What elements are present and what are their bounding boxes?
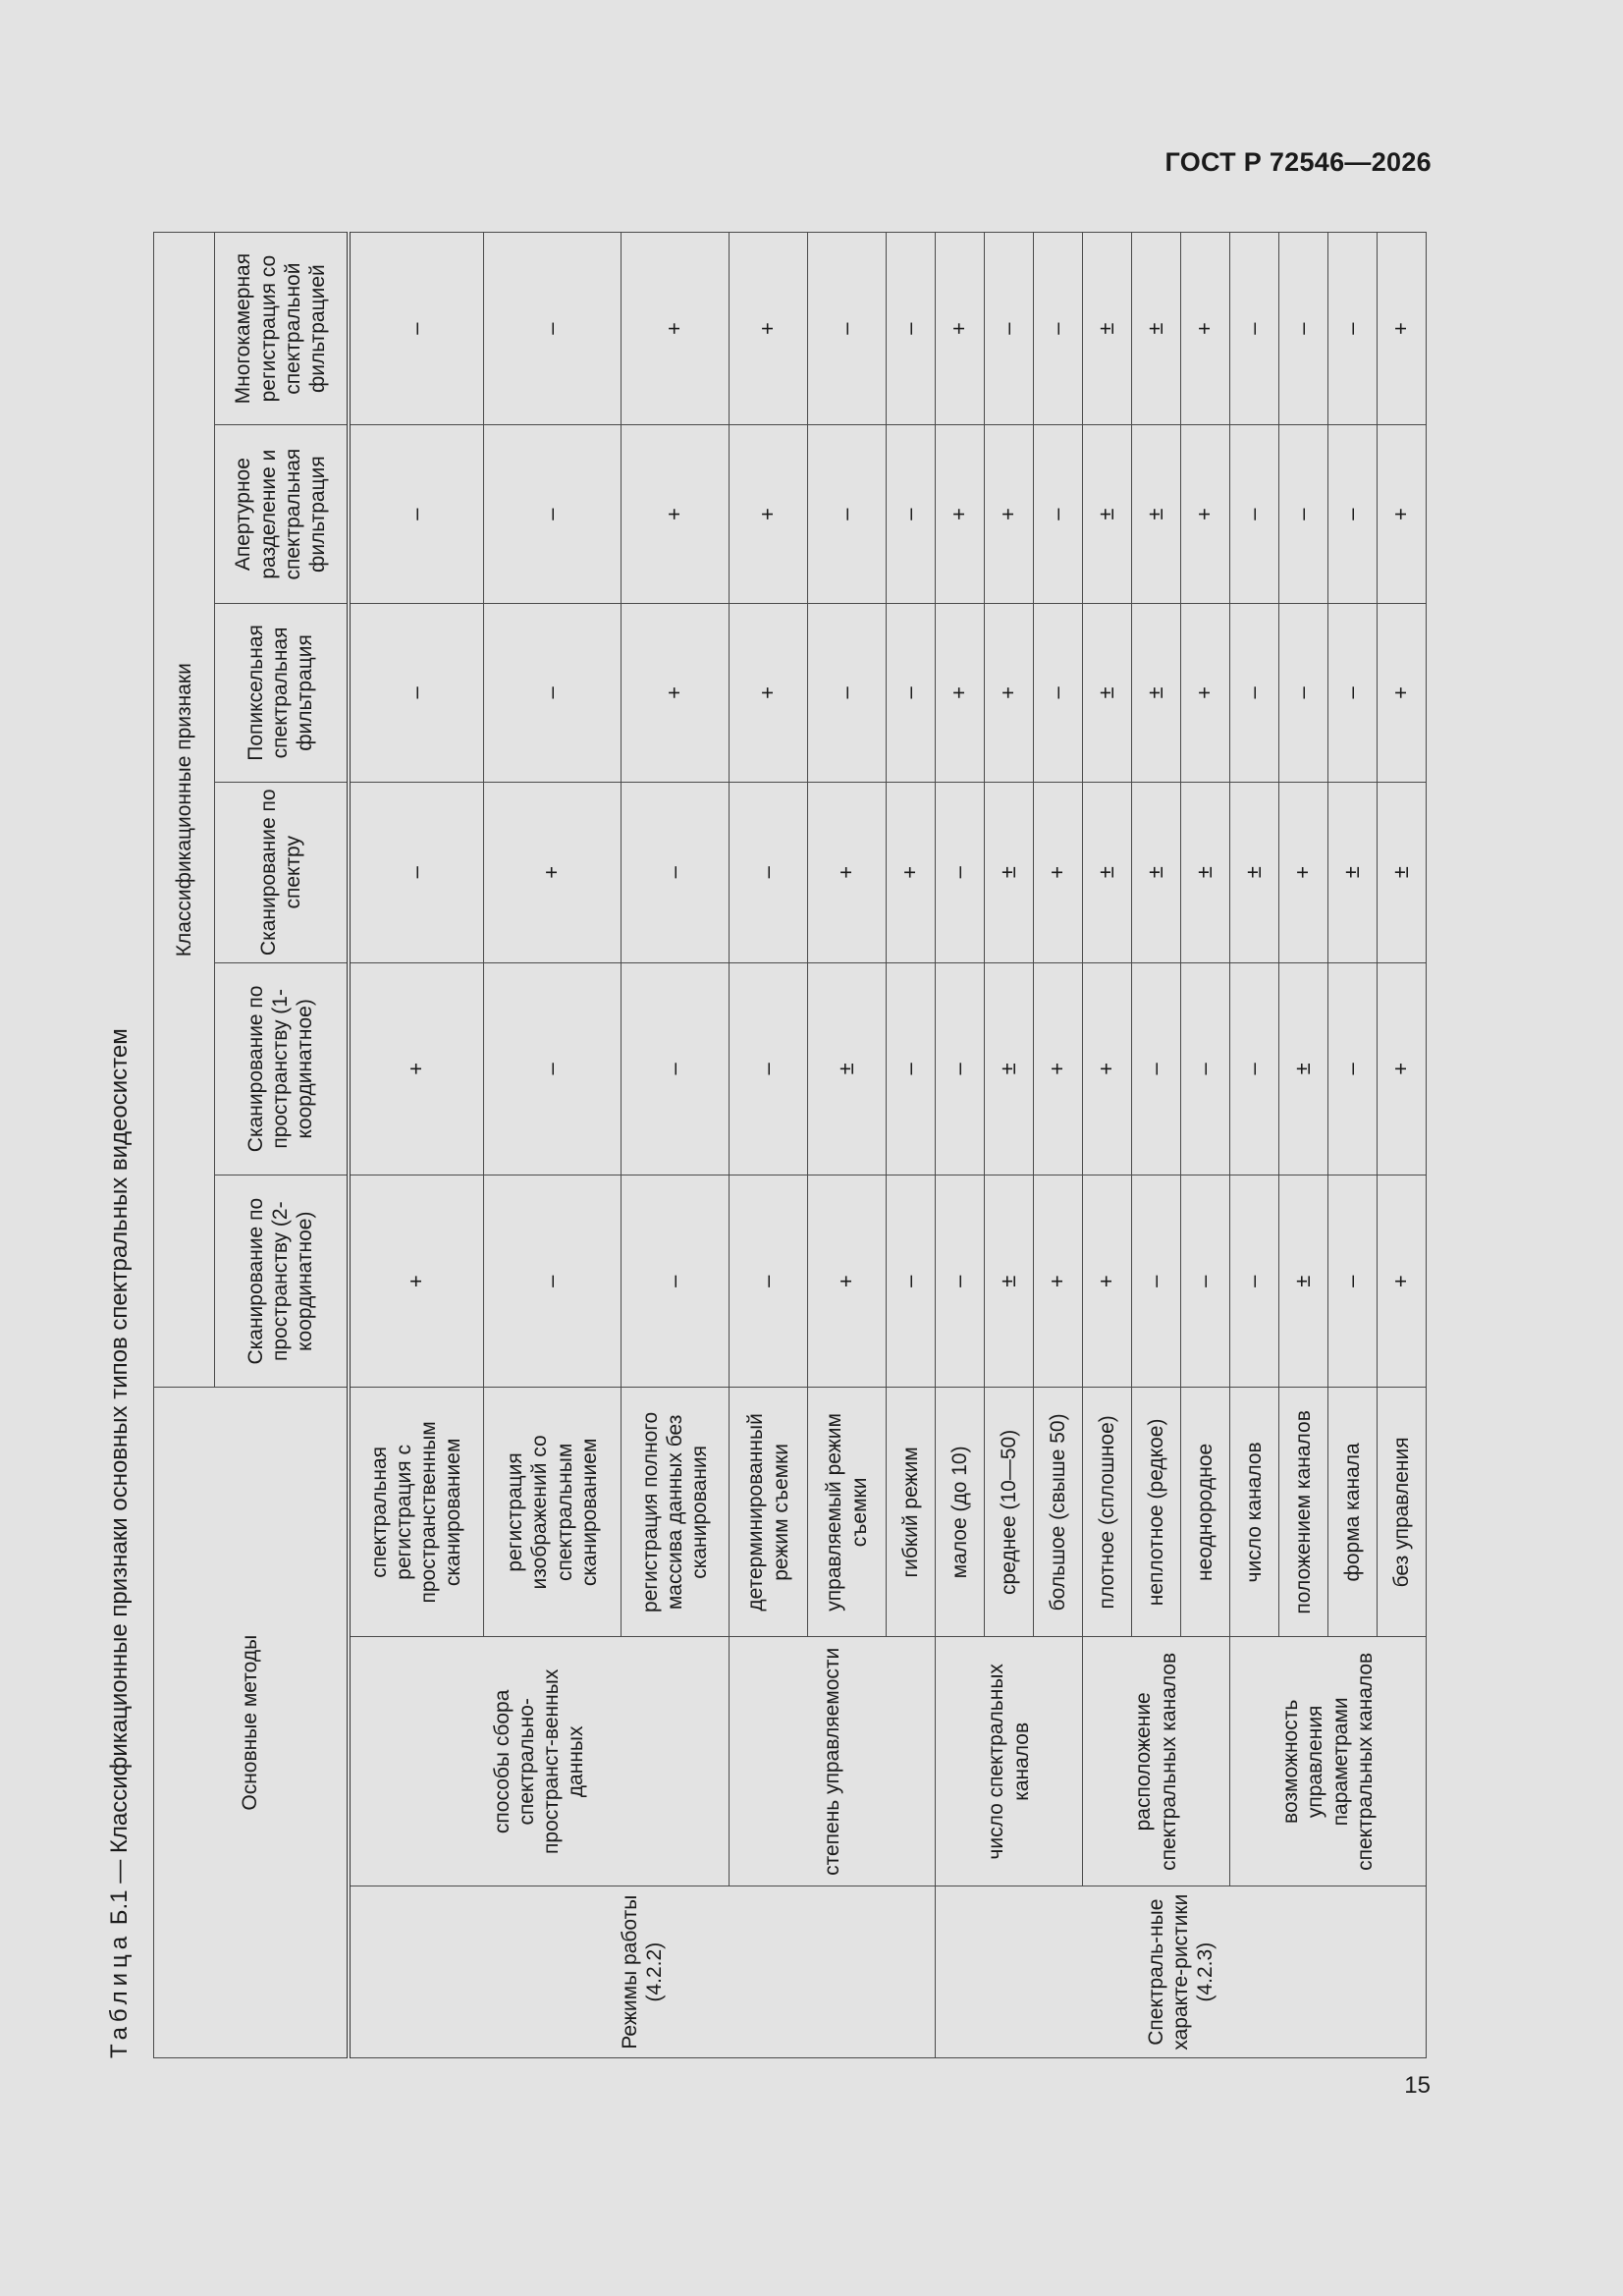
row-label: среднее (10—50) (985, 1388, 1034, 1637)
cell-value: – (484, 1175, 622, 1388)
cell-value: + (1083, 962, 1132, 1175)
cell-value: – (730, 782, 808, 962)
table-caption-prefix: Таблица (106, 1931, 133, 2058)
cell-value: + (985, 604, 1034, 783)
cell-value: ± (1132, 604, 1181, 783)
cell-value: ± (1132, 233, 1181, 425)
subgroup-label: число спектральных каналов (936, 1637, 1083, 1886)
cell-value: + (1378, 962, 1427, 1175)
cell-value: – (730, 962, 808, 1175)
cell-value: – (1230, 233, 1279, 425)
header-main-methods: Основные методы (154, 1388, 349, 2058)
cell-value: + (808, 1175, 887, 1388)
table-row (349, 233, 484, 2058)
row-label: неоднородное (1181, 1388, 1230, 1637)
cell-value: ± (1083, 604, 1132, 783)
cell-value: – (1230, 1175, 1279, 1388)
cell-value: + (484, 782, 622, 962)
cell-value: – (1034, 425, 1083, 604)
cell-value: – (887, 962, 936, 1175)
row-label: число каналов (1230, 1388, 1279, 1637)
page-number: 15 (1404, 2072, 1431, 2099)
cell-value: ± (1328, 782, 1378, 962)
cell-value: ± (1132, 425, 1181, 604)
cell-value: ± (1181, 782, 1230, 962)
cell-value: – (1132, 962, 1181, 1175)
header-classification-group: Классификационные признаки (154, 233, 215, 1388)
cell-value: + (622, 425, 730, 604)
cell-value: – (808, 604, 887, 783)
table-caption-text: Б.1 — Классификационные признаки основных типов спектральных видеосистем (106, 1028, 133, 1926)
cell-value: ± (1230, 782, 1279, 962)
cell-value: – (1328, 425, 1378, 604)
cell-value: – (349, 233, 484, 425)
cell-value: – (1328, 962, 1378, 1175)
cell-value: + (1034, 782, 1083, 962)
subgroup-label: способы сбора спектрально-пространст-венных данных (349, 1637, 730, 1886)
cell-value: – (808, 425, 887, 604)
row-label: положением каналов (1279, 1388, 1328, 1637)
cell-value: – (622, 782, 730, 962)
row-label: неплотное (редкое) (1132, 1388, 1181, 1637)
cell-value: ± (1132, 782, 1181, 962)
subgroup-label: степень управляемости (730, 1637, 936, 1886)
cell-value: – (1034, 604, 1083, 783)
cell-value: + (1181, 233, 1230, 425)
row-label: управляемый режим съемки (808, 1388, 887, 1637)
row-label: регистрация изображений со спектральным сканированием (484, 1388, 622, 1637)
cell-value: – (887, 233, 936, 425)
table-row (1083, 233, 1132, 2058)
cell-value: – (808, 233, 887, 425)
cell-value: + (1279, 782, 1328, 962)
table-caption (106, 1028, 134, 2058)
cell-value: – (484, 962, 622, 1175)
cell-value: – (1034, 233, 1083, 425)
cell-value: + (808, 782, 887, 962)
cell-value: – (1279, 604, 1328, 783)
cell-value: ± (1279, 1175, 1328, 1388)
cell-value: + (1378, 1175, 1427, 1388)
group-label: Спектраль-ные характе-ристики (4.2.3) (936, 1886, 1427, 2058)
cell-value: ± (1378, 782, 1427, 962)
cell-value: + (936, 425, 985, 604)
row-label: гибкий режим (887, 1388, 936, 1637)
cell-value: – (349, 604, 484, 783)
cell-value: – (887, 1175, 936, 1388)
table-row (730, 233, 808, 2058)
row-label: спектральная регистрация с пространственным сканированием (349, 1388, 484, 1637)
cell-value: ± (985, 962, 1034, 1175)
cell-value: + (730, 604, 808, 783)
table-row (936, 233, 985, 2058)
cell-value: + (936, 233, 985, 425)
cell-value: + (730, 233, 808, 425)
row-label: регистрация полного массива данных без сканирования (622, 1388, 730, 1637)
cell-value: + (1034, 962, 1083, 1175)
cell-value: – (1230, 425, 1279, 604)
cell-value: + (1034, 1175, 1083, 1388)
row-label: детерминированный режим съемки (730, 1388, 808, 1637)
cell-value: + (936, 604, 985, 783)
cell-value: – (1279, 425, 1328, 604)
column-header: Многокамерная регистрация со спектральной фильтрацией (215, 233, 349, 425)
row-label: форма канала (1328, 1388, 1378, 1637)
cell-value: – (887, 604, 936, 783)
cell-value: ± (808, 962, 887, 1175)
cell-value: + (1181, 425, 1230, 604)
cell-value: – (1328, 604, 1378, 783)
cell-value: – (730, 1175, 808, 1388)
cell-value: – (484, 233, 622, 425)
row-label: без управления (1378, 1388, 1427, 1637)
cell-value: – (936, 962, 985, 1175)
cell-value: – (1181, 1175, 1230, 1388)
cell-value: + (887, 782, 936, 962)
column-header: Сканирование по спектру (215, 782, 349, 962)
cell-value: + (1378, 425, 1427, 604)
cell-value: + (985, 425, 1034, 604)
cell-value: + (1378, 604, 1427, 783)
cell-value: + (1181, 604, 1230, 783)
cell-value: – (936, 1175, 985, 1388)
cell-value: + (349, 1175, 484, 1388)
column-header: Апертурное разделение и спектральная фильтрация (215, 425, 349, 604)
cell-value: + (622, 604, 730, 783)
cell-value: – (1328, 1175, 1378, 1388)
column-header: Сканирование по пространству (2-координатное) (215, 1175, 349, 1388)
cell-value: – (484, 604, 622, 783)
cell-value: ± (1083, 425, 1132, 604)
cell-value: ± (1083, 233, 1132, 425)
column-header: Попиксельная спектральная фильтрация (215, 604, 349, 783)
cell-value: + (730, 425, 808, 604)
cell-value: – (484, 425, 622, 604)
cell-value: ± (985, 782, 1034, 962)
cell-value: ± (1083, 782, 1132, 962)
document-header: ГОСТ Р 72546—2026 (1164, 147, 1432, 177)
cell-value: – (622, 1175, 730, 1388)
cell-value: ± (1279, 962, 1328, 1175)
row-label: большое (свыше 50) (1034, 1388, 1083, 1637)
row-label: малое (до 10) (936, 1388, 985, 1637)
cell-value: – (1132, 1175, 1181, 1388)
cell-value: – (349, 782, 484, 962)
cell-value: – (936, 782, 985, 962)
cell-value: + (1083, 1175, 1132, 1388)
group-label: Режимы работы (4.2.2) (349, 1886, 936, 2058)
cell-value: ± (985, 1175, 1034, 1388)
rotated-table-container (106, 232, 1427, 2058)
cell-value: – (1279, 233, 1328, 425)
table-body (349, 233, 1427, 2058)
row-label: плотное (сплошное) (1083, 1388, 1132, 1637)
cell-value: + (1378, 233, 1427, 425)
subgroup-label: возможность управления параметрами спектральных каналов (1230, 1637, 1427, 1886)
cell-value: + (349, 962, 484, 1175)
cell-value: – (985, 233, 1034, 425)
cell-value: – (1230, 604, 1279, 783)
cell-value: – (622, 962, 730, 1175)
subgroup-label: расположение спектральных каналов (1083, 1637, 1230, 1886)
cell-value: – (887, 425, 936, 604)
cell-value: – (349, 425, 484, 604)
column-header: Сканирование по пространству (1-координатное) (215, 962, 349, 1175)
classification-table (153, 232, 1427, 2058)
table-row (1230, 233, 1279, 2058)
cell-value: + (622, 233, 730, 425)
cell-value: – (1328, 233, 1378, 425)
cell-value: – (1230, 962, 1279, 1175)
cell-value: – (1181, 962, 1230, 1175)
